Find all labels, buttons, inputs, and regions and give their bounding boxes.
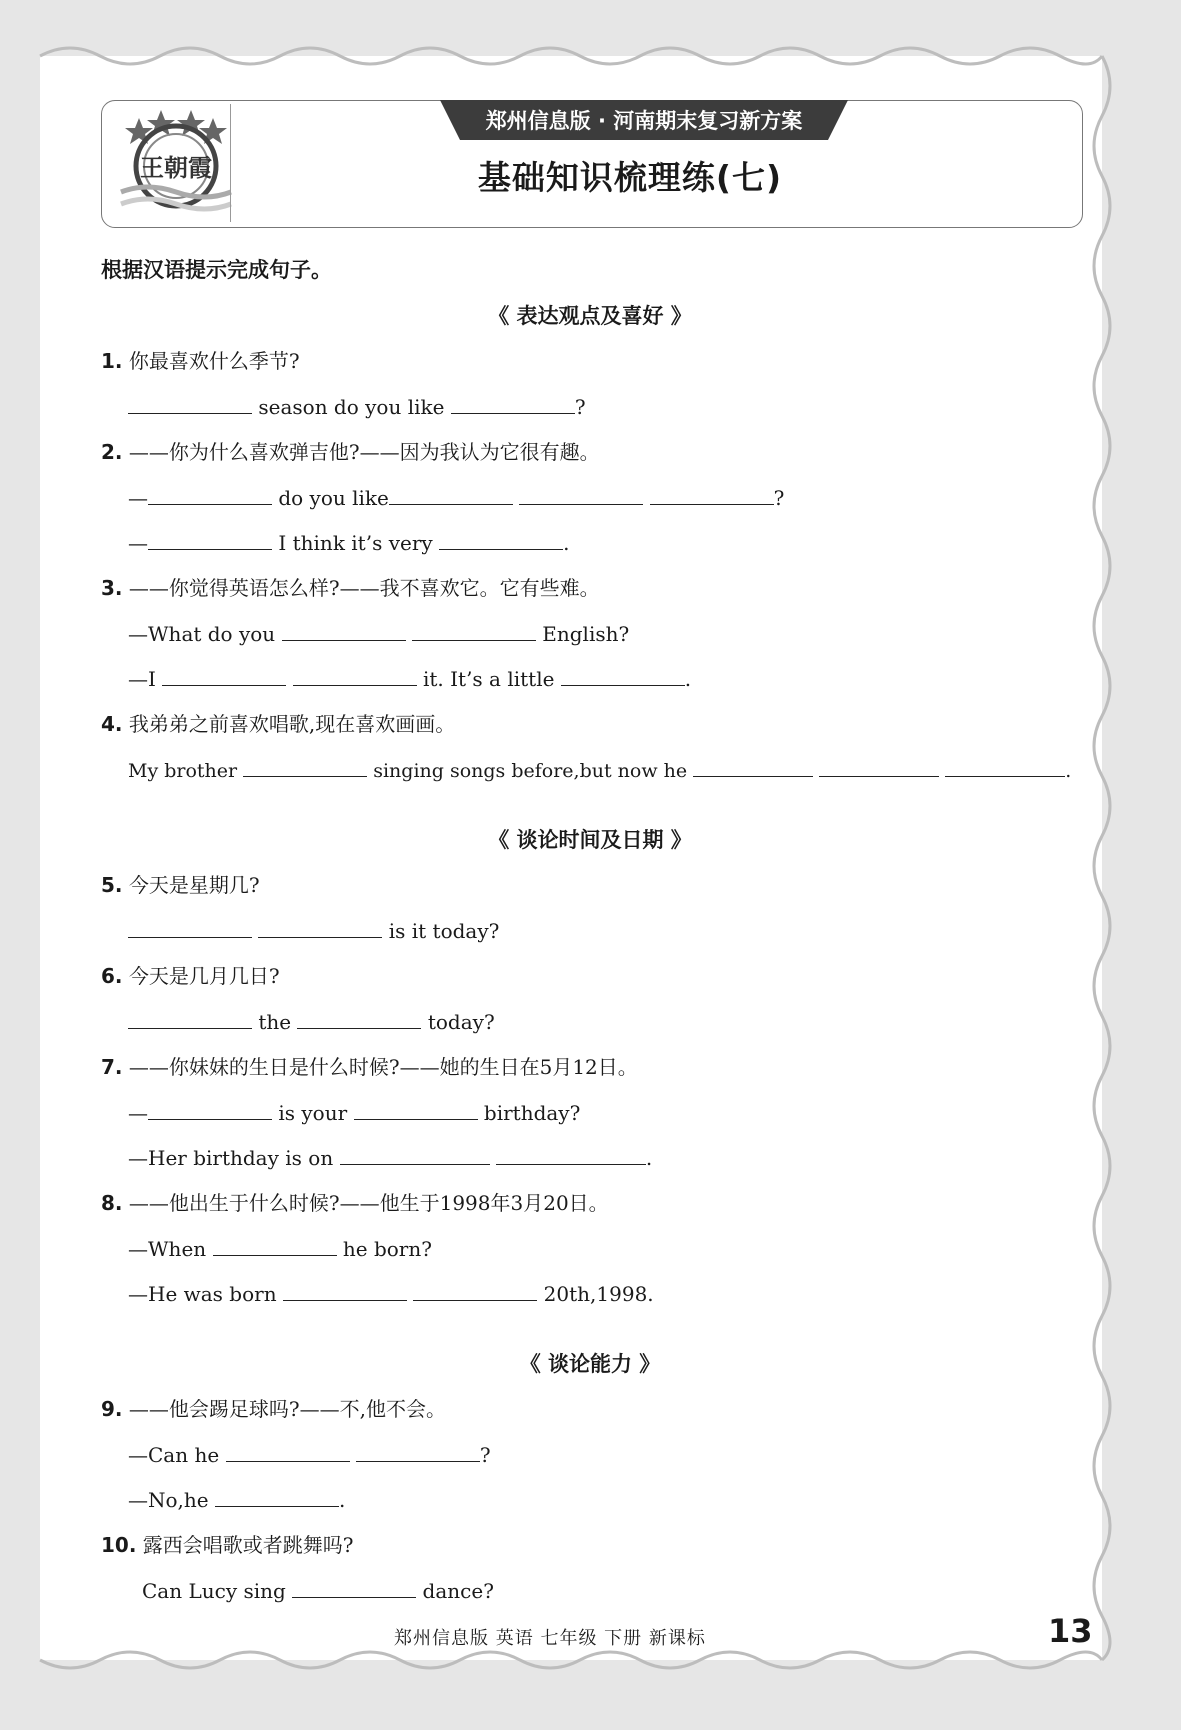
q4-answer: My brother singing songs before,but now he . bbox=[128, 756, 1071, 785]
logo-divider bbox=[230, 104, 231, 222]
blank[interactable] bbox=[413, 1280, 537, 1301]
q8-prompt: 8. ——他出生于什么时候?——他生于1998年3月20日。 bbox=[101, 1191, 609, 1215]
blank[interactable] bbox=[412, 620, 536, 641]
blank[interactable] bbox=[148, 529, 272, 550]
blank[interactable] bbox=[283, 1280, 407, 1301]
q7-prompt: 7. ——你妹妹的生日是什么时候?——她的生日在5月12日。 bbox=[101, 1055, 638, 1079]
q2-answer-2: — I think it’s very . bbox=[128, 531, 570, 555]
page-number: 13 bbox=[1048, 1612, 1093, 1650]
q3-prompt: 3. ——你觉得英语怎么样?——我不喜欢它。它有些难。 bbox=[101, 576, 600, 600]
blank[interactable] bbox=[297, 1008, 421, 1029]
q3-answer-1: —What do you English? bbox=[128, 622, 630, 646]
svg-text:王朝霞: 王朝霞 bbox=[140, 153, 212, 182]
blank[interactable] bbox=[519, 484, 643, 505]
blank[interactable] bbox=[128, 917, 252, 938]
blank[interactable] bbox=[693, 756, 813, 777]
q7-answer-1: — is your birthday? bbox=[128, 1101, 581, 1125]
blank[interactable] bbox=[356, 1441, 480, 1462]
blank[interactable] bbox=[650, 484, 774, 505]
q7-answer-2: —Her birthday is on . bbox=[128, 1146, 653, 1170]
q2-answer-1: — do you like ? bbox=[128, 486, 785, 510]
blank[interactable] bbox=[148, 484, 272, 505]
logo-emblem bbox=[117, 106, 235, 218]
blank[interactable] bbox=[561, 665, 685, 686]
footer-text: 郑州信息版 英语 七年级 下册 新课标 bbox=[394, 1628, 706, 1649]
blank[interactable] bbox=[451, 393, 575, 414]
blank[interactable] bbox=[213, 1235, 337, 1256]
instruction: 根据汉语提示完成句子。 bbox=[101, 258, 332, 282]
blank[interactable] bbox=[148, 1099, 272, 1120]
blank[interactable] bbox=[439, 529, 563, 550]
blank[interactable] bbox=[258, 917, 382, 938]
blank[interactable] bbox=[945, 756, 1065, 777]
q10-prompt: 10. 露西会唱歌或者跳舞吗? bbox=[101, 1533, 354, 1557]
q4-prompt: 4. 我弟弟之前喜欢唱歌,现在喜欢画画。 bbox=[101, 712, 456, 736]
q5-prompt: 5. 今天是星期几? bbox=[101, 873, 260, 897]
q10-answer: Can Lucy sing dance? bbox=[142, 1579, 494, 1603]
page-title: 基础知识梳理练(七) bbox=[477, 158, 783, 197]
blank[interactable] bbox=[340, 1144, 490, 1165]
q1-answer: season do you like ? bbox=[128, 393, 586, 421]
q8-answer-2: —He was born 20th,1998. bbox=[128, 1282, 654, 1306]
blank[interactable] bbox=[226, 1441, 350, 1462]
banner-text: 郑州信息版 · 河南期末复习新方案 bbox=[485, 109, 803, 133]
section-title-ability: 《 谈论能力 》 bbox=[519, 1352, 661, 1376]
blank[interactable] bbox=[496, 1144, 646, 1165]
q6-prompt: 6. 今天是几月几日? bbox=[101, 964, 280, 988]
q3-answer-2: —I it. It’s a little . bbox=[128, 667, 692, 691]
blank[interactable] bbox=[162, 665, 286, 686]
blank[interactable] bbox=[819, 756, 939, 777]
q2-prompt: 2. ——你为什么喜欢弹吉他?——因为我认为它很有趣。 bbox=[101, 440, 600, 464]
q5-answer: is it today? bbox=[128, 917, 499, 945]
q1-prompt: 1. 你最喜欢什么季节? bbox=[101, 349, 300, 373]
q9-prompt: 9. ——他会踢足球吗?——不,他不会。 bbox=[101, 1397, 446, 1421]
blank[interactable] bbox=[389, 484, 513, 505]
blank[interactable] bbox=[243, 756, 367, 777]
blank[interactable] bbox=[215, 1486, 339, 1507]
blank[interactable] bbox=[128, 1008, 252, 1029]
q9-answer-2: —No,he . bbox=[128, 1488, 346, 1512]
q6-answer: the today? bbox=[128, 1008, 495, 1036]
blank[interactable] bbox=[293, 665, 417, 686]
blank[interactable] bbox=[282, 620, 406, 641]
q8-answer-1: —When he born? bbox=[128, 1237, 432, 1261]
q9-answer-1: —Can he ? bbox=[128, 1443, 491, 1467]
blank[interactable] bbox=[128, 393, 252, 414]
blank[interactable] bbox=[354, 1099, 478, 1120]
blank[interactable] bbox=[292, 1577, 416, 1598]
section-title-opinions: 《 表达观点及喜好 》 bbox=[488, 304, 692, 328]
section-title-time-date: 《 谈论时间及日期 》 bbox=[488, 828, 692, 852]
